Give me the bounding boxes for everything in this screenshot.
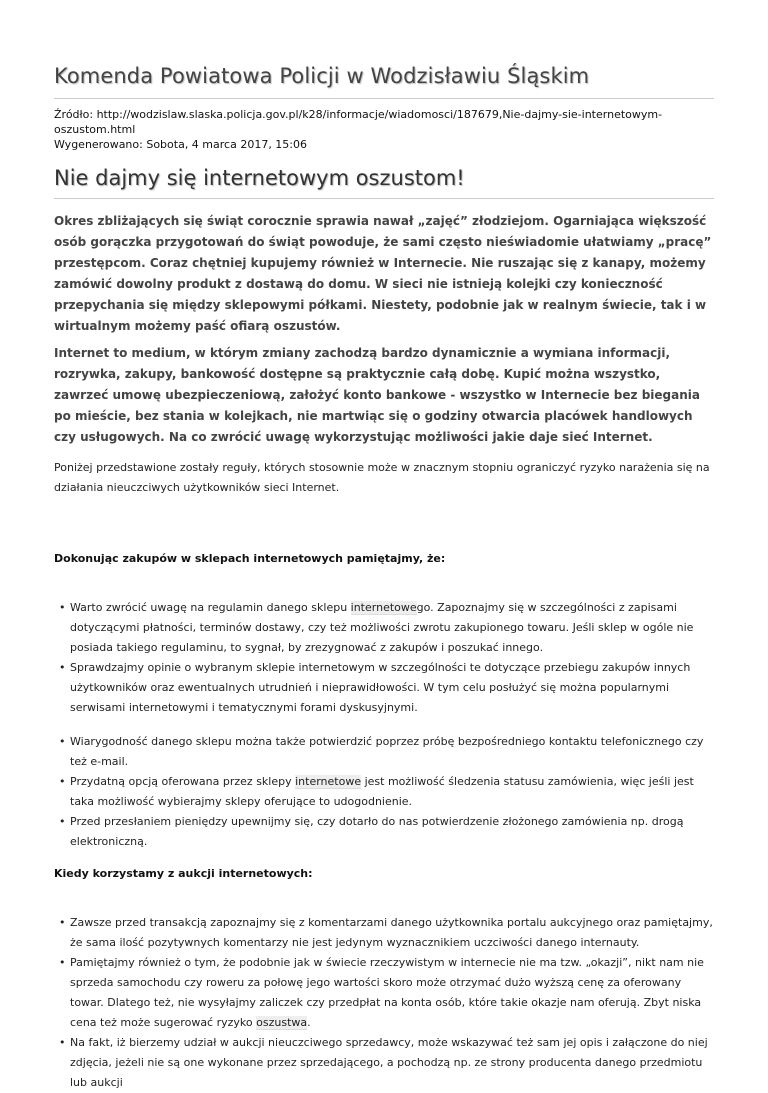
list-item-text: go. Zapoznajmy się w szczególności z zapisami dotyczącymi płatności, terminów dostawy, czy też możliwości zwrotu zakupionego towaru. Jeśli sklep w ogóle nie posiada takiego regulaminu, to sygnał, by zrezygnować z zakupów i poszukać innego. [70, 601, 694, 654]
list-item [62, 953, 714, 1033]
section-heading-auctions: Kiedy korzystamy z aukcji internetowych: [54, 867, 313, 880]
intro-paragraph: Poniżej przedstawione zostały reguły, których stosownie może w znacznym stopniu ograniczyć ryzyko narażenia się na działania nieuczciwych użytkowników sieci Internet. [54, 461, 710, 494]
document-meta [54, 107, 714, 152]
lead-paragraph-1: Okres zbliżających się świąt corocznie sprawia nawał „zajęć” złodziejom. Ogarniająca większość osób gorączka przygotowań do świąt powoduje, że sami często nieświadomie ułatwiamy „pracę” przestępcom. Coraz chętniej kupujemy również w Internecie. Nie ruszając się z kanapy, możemy zamówić dowolny produkt z dostawą do domu. W sieci nie istnieją kolejki czy konieczność przepychania się między sklepowymi półkami. Niestety, podobnie jak w realnym świecie, tak i w wirtualnym możemy paść ofiarą oszustów. [54, 214, 712, 333]
list-item: • Wiarygodność danego sklepu można także potwierdzić poprzez próbę bezpośredniego kontaktu telefonicznego czy też e-mail. [62, 732, 714, 772]
highlighted-term: internetowe [350, 601, 417, 614]
list-item-text: . [307, 1016, 311, 1029]
list-item: • Zawsze przed transakcją zapoznajmy się z komentarzami danego użytkownika portalu aukcyjnego oraz pamiętajmy, że sama ilość pozytywnych komentarzy nie jest jedynym wyznacznikiem uczciwości danego internauty. [62, 913, 714, 953]
list-item-text: Przydatną opcją oferowana przez sklepy [70, 775, 296, 788]
list-item-text: jest możliwość śledzenia statusu zamówienia, więc jeśli jest taka możliwość wybierajmy sklepy oferujące to udogodnienie. [70, 775, 694, 808]
list-item [62, 772, 714, 812]
highlighted-term: internetowe [295, 775, 362, 788]
section-heading-shops: Dokonując zakupów w sklepach internetowych pamiętajmy, że: [54, 552, 446, 565]
article-title: Nie dajmy się internetowym oszustom! [54, 164, 714, 199]
list-item-text: Pamiętajmy również o tym, że podobnie jak w świecie rzeczywistym w internecie nie ma tzw. „okazji”, nikt nam nie sprzeda samochodu czy roweru za połowę jego wartości skoro może otrzymać dużo wyższą cenę za oferowany towar. Dlatego też, nie wysyłajmy zaliczek czy przedpłat na konta osób, które takie okazje nam oferują. Zbyt niska cena też może sugerować ryzyko [70, 956, 704, 1029]
list-item-text: Warto zwrócić uwagę na regulamin danego sklepu [70, 601, 351, 614]
list-item: • Sprawdzajmy opinie o wybranym sklepie internetowym w szczególności te dotyczące przebiegu zakupów innych użytkowników oraz ewentualnych utrudnień i nieprawidłowości. W tym celu posłużyć się można popularnymi serwisami internetowymi i tematycznymi forami dyskusyjnymi. [62, 658, 714, 718]
list-item [62, 598, 714, 658]
site-title: Komenda Powiatowa Policji w Wodzisławiu Śląskim [54, 0, 714, 99]
auctions-list [54, 913, 714, 1093]
list-item: • Na fakt, iż bierzemy udział w aukcji nieuczciwego sprzedawcy, może wskazywać też sam jej opis i załączone do niej zdjęcia, jeżeli nie są one wykonane przez sprzedającego, a pochodzą np. ze strony producenta danego przedmiotu lub aukcji [62, 1033, 714, 1093]
generated-line: Wygenerowano: Sobota, 4 marca 2017, 15:06 [54, 138, 308, 151]
source-line: Źródło: http://wodzislaw.slaska.policja.gov.pl/k28/informacje/wiadomosci/187679,Nie-dajmy-sie-internetowym-oszustom.html [54, 108, 663, 136]
lead-paragraph-2: Internet to medium, w którym zmiany zachodzą bardzo dynamicznie a wymiana informacji, rozrywka, zakupy, bankowość dostępne są praktycznie całą dobę. Kupić można wszystko, zawrzeć umowę ubezpieczeniową, założyć konto bankowe - wszystko w Internecie bez biegania po mieście, bez stania w kolejkach, nie martwiąc się o godziny otwarcia placówek handlowych czy usługowych. Na co zwrócić uwagę wykorzystując możliwości jakie daje sieć Internet. [54, 346, 700, 444]
shops-list-a [54, 598, 714, 718]
shops-list-b [54, 732, 714, 852]
highlighted-term: oszustwa [256, 1016, 308, 1029]
list-item: • Przed przesłaniem pieniędzy upewnijmy się, czy dotarło do nas potwierdzenie złożonego zamówienia np. drogą elektroniczną. [62, 812, 714, 852]
